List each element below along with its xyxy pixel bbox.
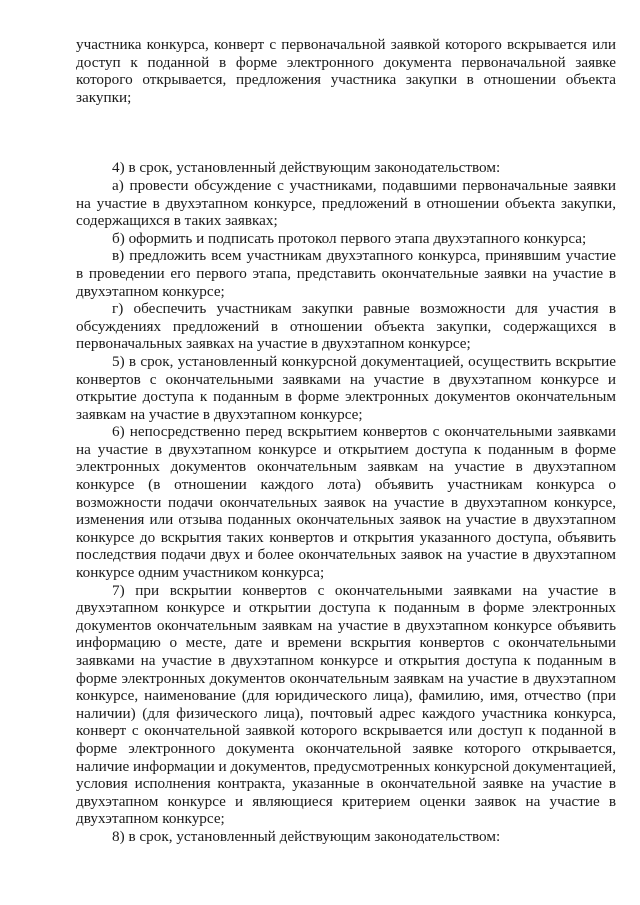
- paragraph-item-4c: в) предложить всем участникам двухэтапного конкурса, принявшим участие в проведении его первого этапа, представить окончательные заявки на участие в двухэтапном конкурсе;: [76, 247, 616, 300]
- paragraph-item-4b: б) оформить и подписать протокол первого этапа двухэтапного конкурса;: [112, 229, 587, 247]
- paragraph-item-4d: г) обеспечить участникам закупки равные возможности для участия в обсуждениях предложений в отношении объекта закупки, содержащихся в первоначальных заявках на участие в двухэтапном конкурсе;: [76, 300, 616, 353]
- paragraph-item-8: 8) в срок, установленный действующим законодательством:: [112, 827, 501, 845]
- paragraph-continuation: участника конкурса, конверт с первоначальной заявкой которого вскрывается или доступ к поданной в форме электронного документа первоначальной заявке которого открывается, предложения участника закупки в отношении объекта закупки;: [76, 36, 616, 106]
- paragraph-item-6: 6) непосредственно перед вскрытием конвертов с окончательными заявками на участие в двухэтапном конкурсе и открытием доступа к поданным в форме электронных документов окончательным заявкам на участие в двухэтапном конкурсе (в отношении каждого лота) объявить участникам конкурса о возможности подачи окончательных заявок на участие в двухэтапном конкурсе, изменения или отзыва поданных окончательных заявок на участие в двухэтапном конкурсе до вскрытия таких конвертов и открытия указанного доступа, объявить последствия подачи двух и более окончательных заявок на участие в двухэтапном конкурсе одним участником конкурса;: [76, 423, 616, 582]
- paragraph-item-4: 4) в срок, установленный действующим законодательством:: [112, 159, 501, 177]
- document-page: [76, 36, 616, 846]
- paragraph-item-7: 7) при вскрытии конвертов с окончательными заявками на участие в двухэтапном конкурсе и открытии доступа к поданным в форме электронных документов окончательным заявкам на участие в двухэтапном конкурсе объявить информацию о месте, дате и времени вскрытия конвертов с окончательными заявками на участие в двухэтапном конкурсе и открытия доступа к поданным в форме электронных документов окончательным заявкам на участие в двухэтапном конкурсе, наименование (для юридического лица), фамилию, имя, отчество (при наличии) (для физического лица), почтовый адрес каждого участника конкурса, конверт с окончательной заявкой которого вскрывается или доступ к поданной в форме электронного документа окончательной заявке которого открывается, наличие информации и документов, предусмотренных конкурсной документацией, условия исполнения контракта, указанные в окончательной заявке на участие в двухэтапном конкурсе и являющиеся критерием оценки заявок на участие в двухэтапном конкурсе;: [76, 581, 616, 828]
- paragraph-item-4a: а) провести обсуждение с участниками, подавшими первоначальные заявки на участие в двухэтапном конкурсе, предложений в отношении объекта закупки, содержащихся в таких заявках;: [76, 176, 616, 230]
- paragraph-item-5: 5) в срок, установленный конкурсной документацией, осуществить вскрытие конвертов с окончательными заявками на участие в двухэтапном конкурсе и открытие доступа к поданным в форме электронных документов окончательным заявкам на участие в двухэтапном конкурсе;: [76, 352, 616, 423]
- blank-space: [76, 106, 616, 159]
